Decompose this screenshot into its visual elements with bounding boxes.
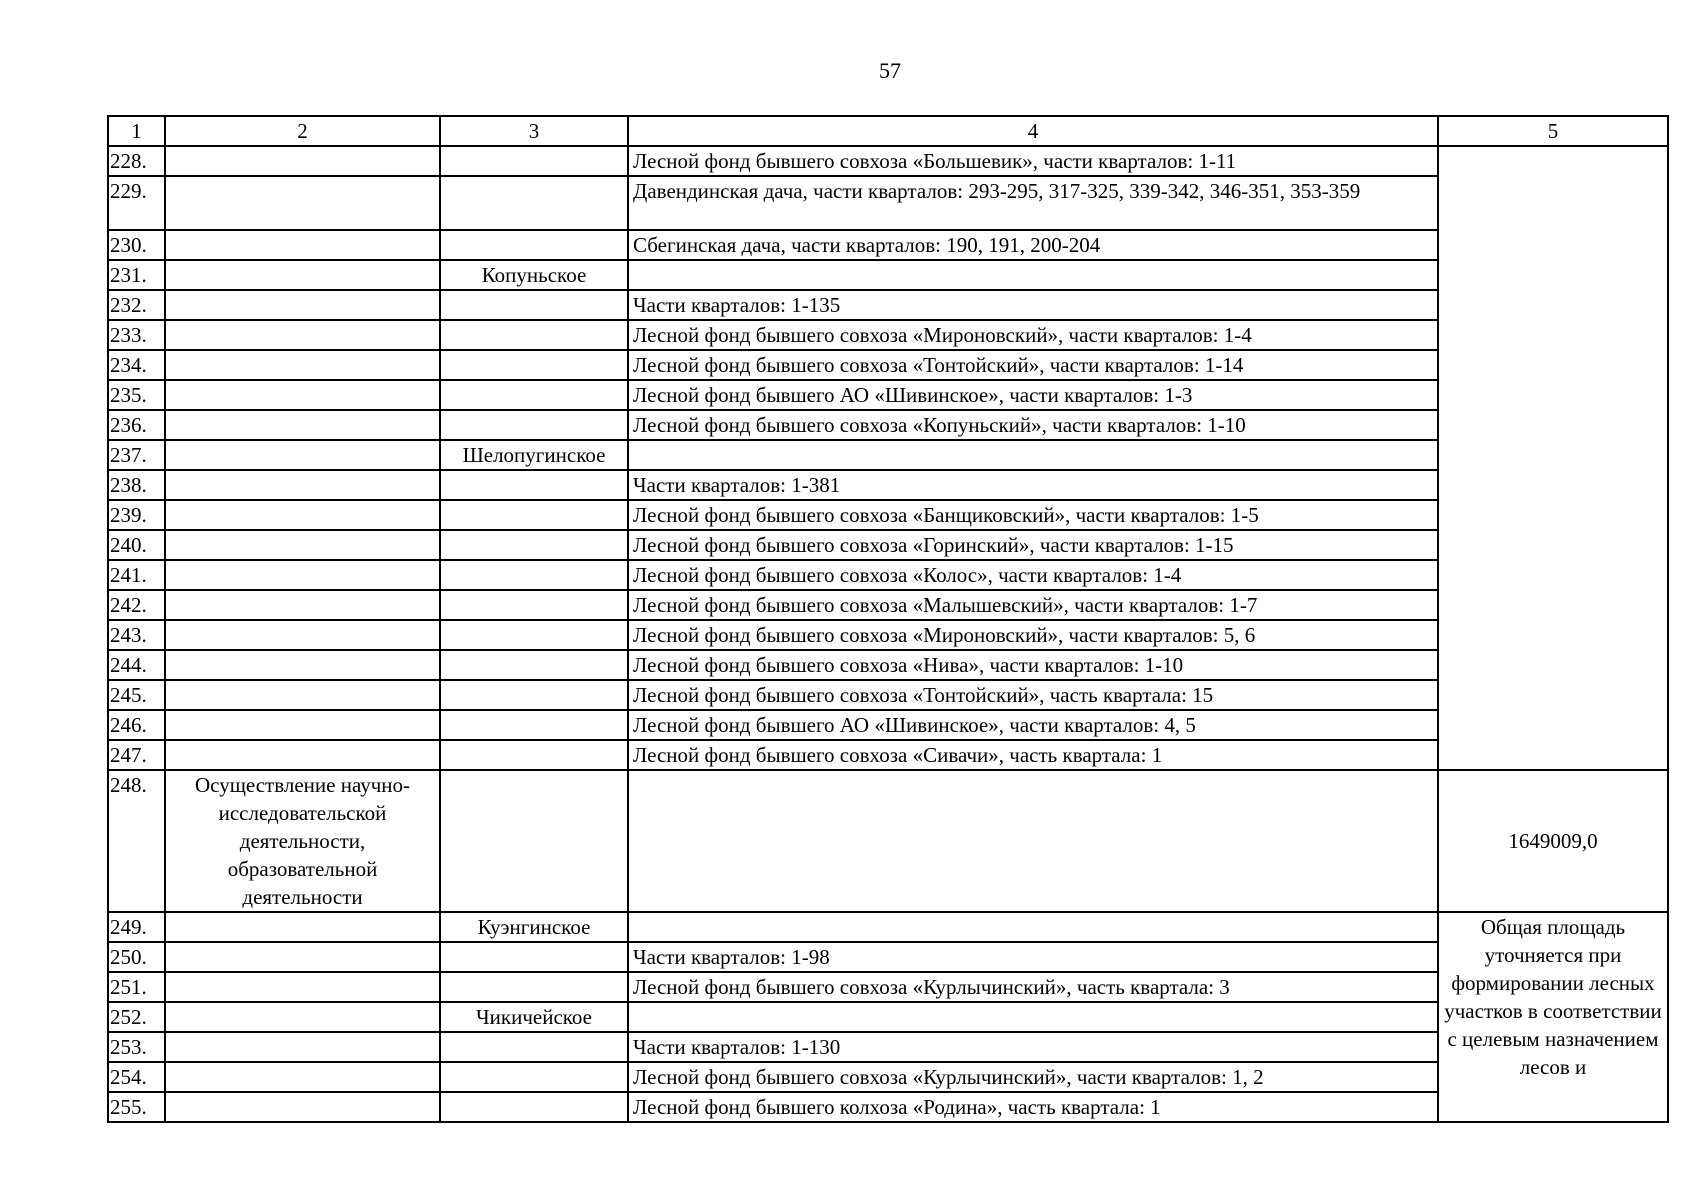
row-number: 238.: [108, 470, 165, 500]
forestry-cell: Шелопугинское: [440, 440, 628, 470]
table-row: [108, 1002, 1668, 1032]
area-note: Общая площадь уточняется при формировании лесных участков в соответствии с целевым назначением лесов и: [1438, 912, 1668, 1122]
row-number: 246.: [108, 710, 165, 740]
forestry-cell: [440, 410, 628, 440]
table-row: [108, 912, 1668, 942]
forestry-cell: [440, 972, 628, 1002]
purpose-cell: [165, 560, 440, 590]
row-number: 237.: [108, 440, 165, 470]
purpose-cell: [165, 590, 440, 620]
forest-areas-table: [107, 115, 1669, 1123]
purpose-cell: [165, 320, 440, 350]
table-row: [108, 470, 1668, 500]
location-cell: Лесной фонд бывшего совхоза «Тонтойский», части кварталов: 1-14: [628, 350, 1438, 380]
table-row: [108, 260, 1668, 290]
row-number: 255.: [108, 1092, 165, 1122]
table-row: [108, 620, 1668, 650]
table-row: [108, 560, 1668, 590]
page-number: 57: [879, 58, 901, 83]
row-number: 253.: [108, 1032, 165, 1062]
header-cell-5: 5: [1438, 116, 1668, 146]
table-row: [108, 1062, 1668, 1092]
table-row: [108, 146, 1668, 176]
purpose-cell: [165, 1062, 440, 1092]
table-row: [108, 680, 1668, 710]
row-number: 233.: [108, 320, 165, 350]
location-cell: Части кварталов: 1-98: [628, 942, 1438, 972]
table-row: [108, 380, 1668, 410]
purpose-cell: [165, 942, 440, 972]
location-cell: Лесной фонд бывшего совхоза «Малышевский», части кварталов: 1-7: [628, 590, 1438, 620]
table-row: [108, 290, 1668, 320]
location-cell: Лесной фонд бывшего колхоза «Родина», часть квартала: 1: [628, 1092, 1438, 1122]
purpose-cell: [165, 1092, 440, 1122]
row-number: 231.: [108, 260, 165, 290]
forestry-cell: [440, 680, 628, 710]
header-cell-2: 2: [165, 116, 440, 146]
forestry-cell: [440, 176, 628, 230]
header-cell-1: 1: [108, 116, 165, 146]
forestry-cell: [440, 740, 628, 770]
forestry-cell: [440, 1062, 628, 1092]
row-number: 241.: [108, 560, 165, 590]
location-cell: Лесной фонд бывшего совхоза «Большевик», части кварталов: 1-11: [628, 146, 1438, 176]
header-cell-4: 4: [628, 116, 1438, 146]
location-cell: Лесной фонд бывшего совхоза «Сивачи», часть квартала: 1: [628, 740, 1438, 770]
purpose-cell: [165, 620, 440, 650]
row-number: 230.: [108, 230, 165, 260]
purpose-cell: [165, 176, 440, 230]
table-row: [108, 942, 1668, 972]
table-row: [108, 320, 1668, 350]
row-number: 254.: [108, 1062, 165, 1092]
forestry-cell: [440, 620, 628, 650]
forestry-cell: [440, 942, 628, 972]
purpose-cell: [165, 1002, 440, 1032]
purpose-cell: [165, 230, 440, 260]
table-row: [108, 770, 1668, 912]
purpose-cell: [165, 972, 440, 1002]
table-row: [108, 230, 1668, 260]
row-number: 236.: [108, 410, 165, 440]
location-cell: Лесной фонд бывшего АО «Шивинское», части кварталов: 1-3: [628, 380, 1438, 410]
row-number: 243.: [108, 620, 165, 650]
location-cell: [628, 770, 1438, 912]
row-number: 247.: [108, 740, 165, 770]
table-row: [108, 350, 1668, 380]
purpose-cell: [165, 380, 440, 410]
location-cell: Лесной фонд бывшего совхоза «Тонтойский», часть квартала: 15: [628, 680, 1438, 710]
header-cell-3: 3: [440, 116, 628, 146]
row-number: 235.: [108, 380, 165, 410]
location-cell: [628, 260, 1438, 290]
forestry-cell: [440, 350, 628, 380]
row-number: 240.: [108, 530, 165, 560]
location-cell: Лесной фонд бывшего АО «Шивинское», части кварталов: 4, 5: [628, 710, 1438, 740]
purpose-cell: [165, 500, 440, 530]
forestry-cell: [440, 770, 628, 912]
location-cell: [628, 440, 1438, 470]
table-row: [108, 500, 1668, 530]
forestry-cell: [440, 290, 628, 320]
location-cell: Части кварталов: 1-381: [628, 470, 1438, 500]
row-number: 250.: [108, 942, 165, 972]
table-row: [108, 710, 1668, 740]
purpose-cell: [165, 650, 440, 680]
row-number: 239.: [108, 500, 165, 530]
row-number: 251.: [108, 972, 165, 1002]
location-cell: Лесной фонд бывшего совхоза «Мироновский», части кварталов: 5, 6: [628, 620, 1438, 650]
purpose-cell: [165, 260, 440, 290]
row-number: 252.: [108, 1002, 165, 1032]
table-header-row: [108, 116, 1668, 146]
purpose-cell: [165, 1032, 440, 1062]
purpose-cell: Осуществление научно-исследовательской деятельности, образовательной деятельности: [165, 770, 440, 912]
forestry-cell: [440, 590, 628, 620]
table-row: [108, 590, 1668, 620]
purpose-cell: [165, 740, 440, 770]
forestry-cell: [440, 230, 628, 260]
location-cell: Лесной фонд бывшего совхоза «Мироновский», части кварталов: 1-4: [628, 320, 1438, 350]
table-row: [108, 972, 1668, 1002]
forestry-cell: Копуньское: [440, 260, 628, 290]
table-row: [108, 530, 1668, 560]
row-number: 232.: [108, 290, 165, 320]
forestry-cell: [440, 470, 628, 500]
location-cell: [628, 912, 1438, 942]
forestry-cell: [440, 146, 628, 176]
row-number: 248.: [108, 770, 165, 912]
table-row: [108, 1092, 1668, 1122]
purpose-cell: [165, 350, 440, 380]
purpose-cell: [165, 290, 440, 320]
row-number: 244.: [108, 650, 165, 680]
table-row: [108, 740, 1668, 770]
forestry-cell: [440, 710, 628, 740]
location-cell: Лесной фонд бывшего совхоза «Курлычинский», части кварталов: 1, 2: [628, 1062, 1438, 1092]
forestry-cell: [440, 650, 628, 680]
purpose-cell: [165, 680, 440, 710]
forestry-cell: Куэнгинское: [440, 912, 628, 942]
forestry-cell: [440, 1092, 628, 1122]
row-number: 242.: [108, 590, 165, 620]
table-row: [108, 1032, 1668, 1062]
forestry-cell: [440, 320, 628, 350]
forestry-cell: [440, 1032, 628, 1062]
purpose-cell: [165, 912, 440, 942]
forestry-cell: Чикичейское: [440, 1002, 628, 1032]
location-cell: Лесной фонд бывшего совхоза «Горинский», части кварталов: 1-15: [628, 530, 1438, 560]
location-cell: Лесной фонд бывшего совхоза «Колос», части кварталов: 1-4: [628, 560, 1438, 590]
purpose-cell: [165, 710, 440, 740]
location-cell: Лесной фонд бывшего совхоза «Банщиковский», части кварталов: 1-5: [628, 500, 1438, 530]
row-number: 249.: [108, 912, 165, 942]
table-row: [108, 440, 1668, 470]
row-number: 229.: [108, 176, 165, 230]
table-row: [108, 650, 1668, 680]
location-cell: [628, 1002, 1438, 1032]
forestry-cell: [440, 500, 628, 530]
total-area-value: 1649009,0: [1438, 770, 1668, 912]
row-number: 245.: [108, 680, 165, 710]
row-number: 234.: [108, 350, 165, 380]
forestry-cell: [440, 380, 628, 410]
location-cell: Давендинская дача, части кварталов: 293-295, 317-325, 339-342, 346-351, 353-359: [628, 176, 1438, 230]
location-cell: Лесной фонд бывшего совхоза «Нива», части кварталов: 1-10: [628, 650, 1438, 680]
forestry-cell: [440, 560, 628, 590]
table-row: [108, 176, 1668, 230]
purpose-cell: [165, 470, 440, 500]
location-cell: Лесной фонд бывшего совхоза «Курлычинский», часть квартала: 3: [628, 972, 1438, 1002]
purpose-cell: [165, 530, 440, 560]
purpose-cell: [165, 410, 440, 440]
location-cell: Части кварталов: 1-135: [628, 290, 1438, 320]
table-row: [108, 410, 1668, 440]
row-number: 228.: [108, 146, 165, 176]
location-cell: Части кварталов: 1-130: [628, 1032, 1438, 1062]
forestry-cell: [440, 530, 628, 560]
purpose-cell: [165, 146, 440, 176]
purpose-cell: [165, 440, 440, 470]
location-cell: Сбегинская дача, части кварталов: 190, 191, 200-204: [628, 230, 1438, 260]
area-cell-empty: [1438, 146, 1668, 770]
location-cell: Лесной фонд бывшего совхоза «Копуньский», части кварталов: 1-10: [628, 410, 1438, 440]
